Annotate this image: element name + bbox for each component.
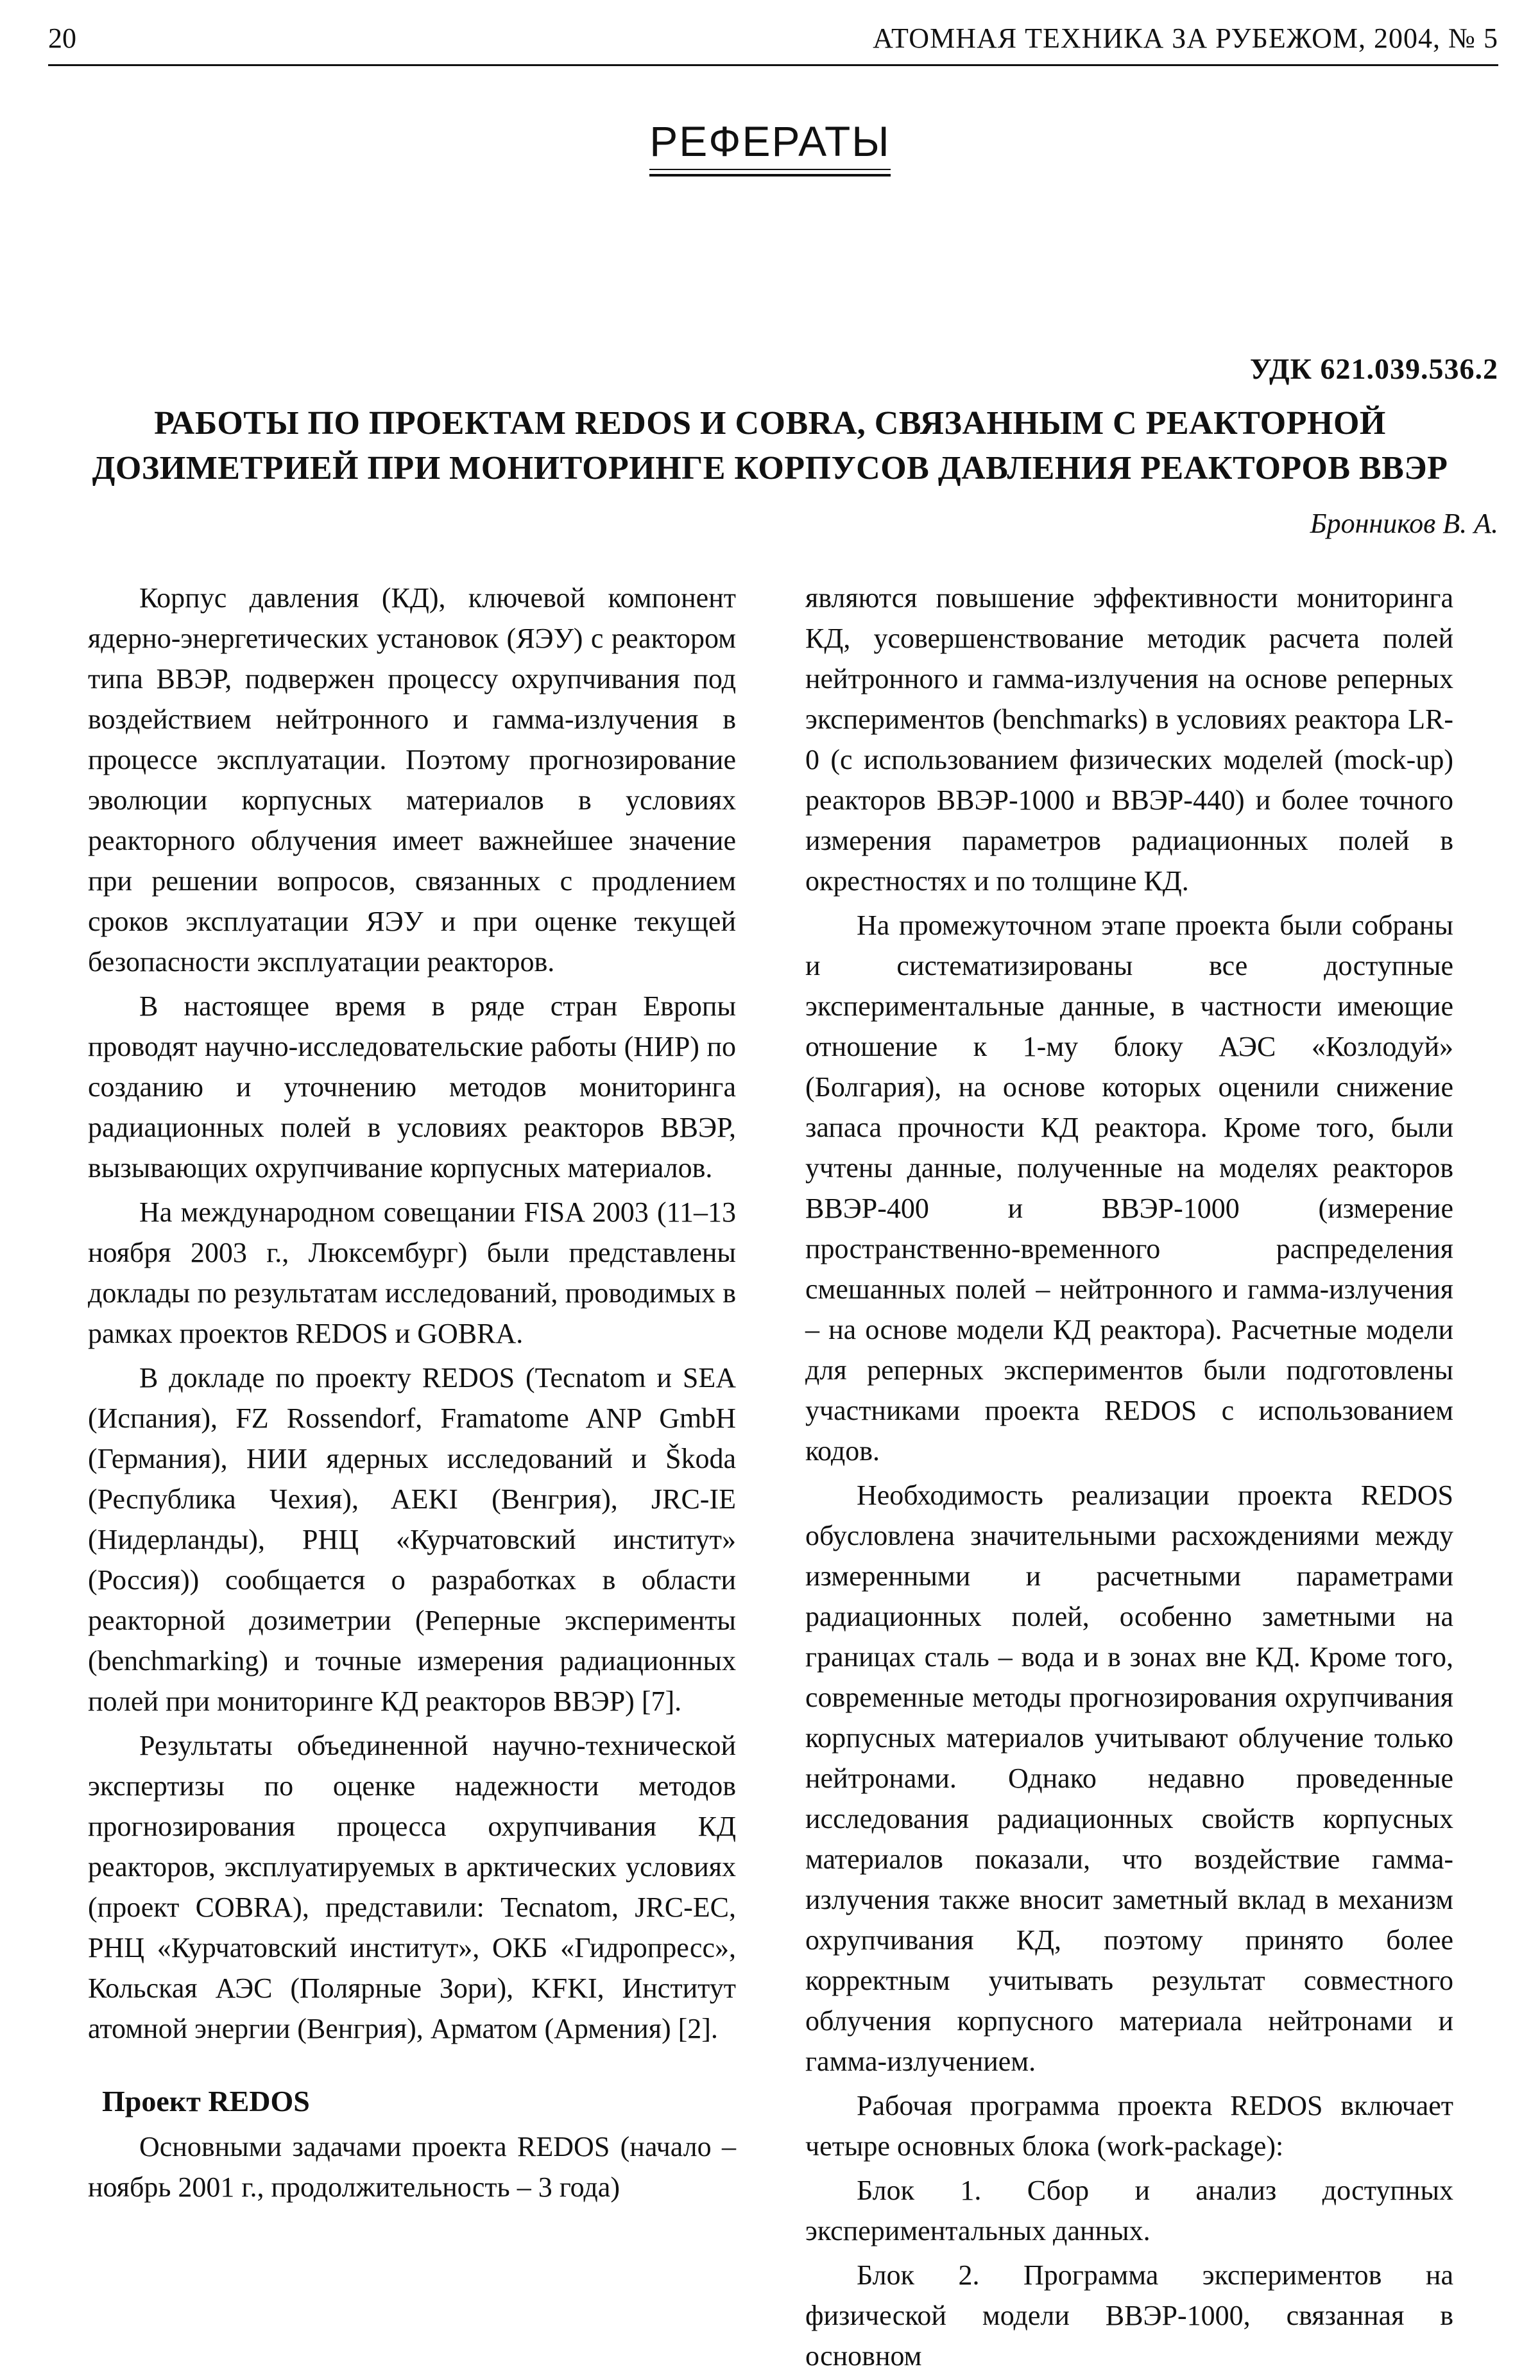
paragraph: Блок 2. Программа экспериментов на физической модели ВВЭР-1000, связанная в основном	[805, 2259, 1453, 2372]
author: Бронников В. А.	[1310, 508, 1498, 539]
right-column	[805, 578, 1453, 2380]
udc-code: УДК 621.039.536.2	[1249, 352, 1498, 385]
section-title	[0, 117, 1540, 177]
paragraph: Основными задачами проекта REDOS (начало – ноябрь 2001 г., продолжительность – 3 года)	[88, 2131, 736, 2203]
paragraph: Результаты объединенной научно-технической экспертизы по оценке надежности методов прогнозирования процесса охрупчивания КД реакторов, эксплуатируемых в арктических условиях (проект COBRA), представили: Tecnatom, JRC-EC, РНЦ «Курчатовский институт», ОКБ «Гидропресс», Кольская АЭС (Полярные Зори), KFKI, Институт атомной энергии (Венгрия), Арматом (Армения) [2].	[88, 1730, 736, 2044]
paragraph: В настоящее время в ряде стран Европы проводят научно-исследовательские работы (НИР) по созданию и уточнению методов мониторинга радиационных полей в условиях реакторов ВВЭР, вызывающих охрупчивание корпусных материалов.	[88, 990, 736, 1184]
left-column	[88, 578, 736, 2211]
page-number: 20	[48, 22, 76, 54]
journal-running-head: АТОМНАЯ ТЕХНИКА ЗА РУБЕЖОМ, 2004, № 5	[873, 22, 1498, 54]
subheading-redos: Проект REDOS	[102, 2085, 310, 2117]
paragraph: На международном совещании FISA 2003 (11–13 ноября 2003 г., Люксембург) были представлены доклады по результатам исследований, проводимых в рамках проектов REDOS и GOBRA.	[88, 1196, 736, 1349]
running-header	[48, 19, 1498, 66]
paragraph: Блок 1. Сбор и анализ доступных экспериментальных данных.	[805, 2175, 1453, 2246]
paragraph: Необходимость реализации проекта REDOS обусловлена значительными расхождениями между измеренными и расчетными параметрами радиационных полей, особенно заметными на границах сталь – вода и в зонах вне КД. Кроме того, современные методы прогнозирования охрупчивания корпусных материалов учитывают облучение только нейтронами. Однако недавно проведенные исследования радиационных свойств корпусных материалов показали, что воздействие гамма-излучения также вносит заметный вклад в механизм охрупчивания КД, поэтому принято более корректным учитывать результат совместного облучения корпусного материала нейтронами и гамма-излучением.	[805, 1479, 1453, 2077]
article-title-line-1: РАБОТЫ ПО ПРОЕКТАМ REDOS И COBRA, СВЯЗАННЫМ С РЕАКТОРНОЙ	[154, 405, 1386, 442]
paragraph: На промежуточном этапе проекта были собраны и систематизированы все доступные экспериментальные данные, в частности имеющие отношение к 1-му блоку АЭС «Козлодуй» (Болгария), на основе которых оценили снижение запаса прочности КД реактора. Кроме того, были учтены данные, полученные на моделях реакторов ВВЭР-400 и ВВЭР-1000 (измерение пространственно-временного распределения смешанных полей – нейтронного и гамма-излучения – на основе модели КД реактора). Расчетные модели для реперных экспериментов были подготовлены участниками проекта REDOS с использованием кодов.	[805, 910, 1453, 1467]
paragraph: Корпус давления (КД), ключевой компонент ядерно-энергетических установок (ЯЭУ) с реактором типа ВВЭР, подвержен процессу охрупчивания под воздействием нейтронного и гамма-излучения в процессе эксплуатации. Поэтому прогнозирование эволюции корпусных материалов в условиях реакторного облучения имеет важнейшее значение при решении вопросов, связанных с продлением сроков эксплуатации ЯЭУ и при оценке текущей безопасности эксплуатации реакторов.	[88, 582, 736, 978]
article-title-line-2: ДОЗИМЕТРИЕЙ ПРИ МОНИТОРИНГЕ КОРПУСОВ ДАВЛЕНИЯ РЕАКТОРОВ ВВЭР	[92, 450, 1448, 487]
section-title-text: РЕФЕРАТЫ	[649, 117, 890, 177]
paragraph: являются повышение эффективности мониторинга КД, усовершенствование методик расчета полей нейтронного и гамма-излучения на основе реперных экспериментов (benchmarks) в условиях реактора LR-0 (с использованием физических моделей (mock-up) реакторов ВВЭР-1000 и ВВЭР-440) и более точного измерения параметров радиационных полей в окрестностях и по толщине КД.	[805, 582, 1453, 897]
article-title	[38, 401, 1502, 491]
paragraph: Рабочая программа проекта REDOS включает четыре основных блока (work-package):	[805, 2090, 1453, 2162]
paragraph: В докладе по проекту REDOS (Tecnatom и SEA (Испания), FZ Rossendorf, Framatome ANP GmbH (Германия), НИИ ядерных исследований и Škoda (Республика Чехия), AEKI (Венгрия), JRC-IE (Нидерланды), РНЦ «Курчатовский институт» (Россия)) сообщается о разработках в области реакторной дозиметрии (Реперные эксперименты (benchmarking) и точные измерения радиационных полей при мониторинге КД реакторов ВВЭР) [7].	[88, 1362, 736, 1717]
